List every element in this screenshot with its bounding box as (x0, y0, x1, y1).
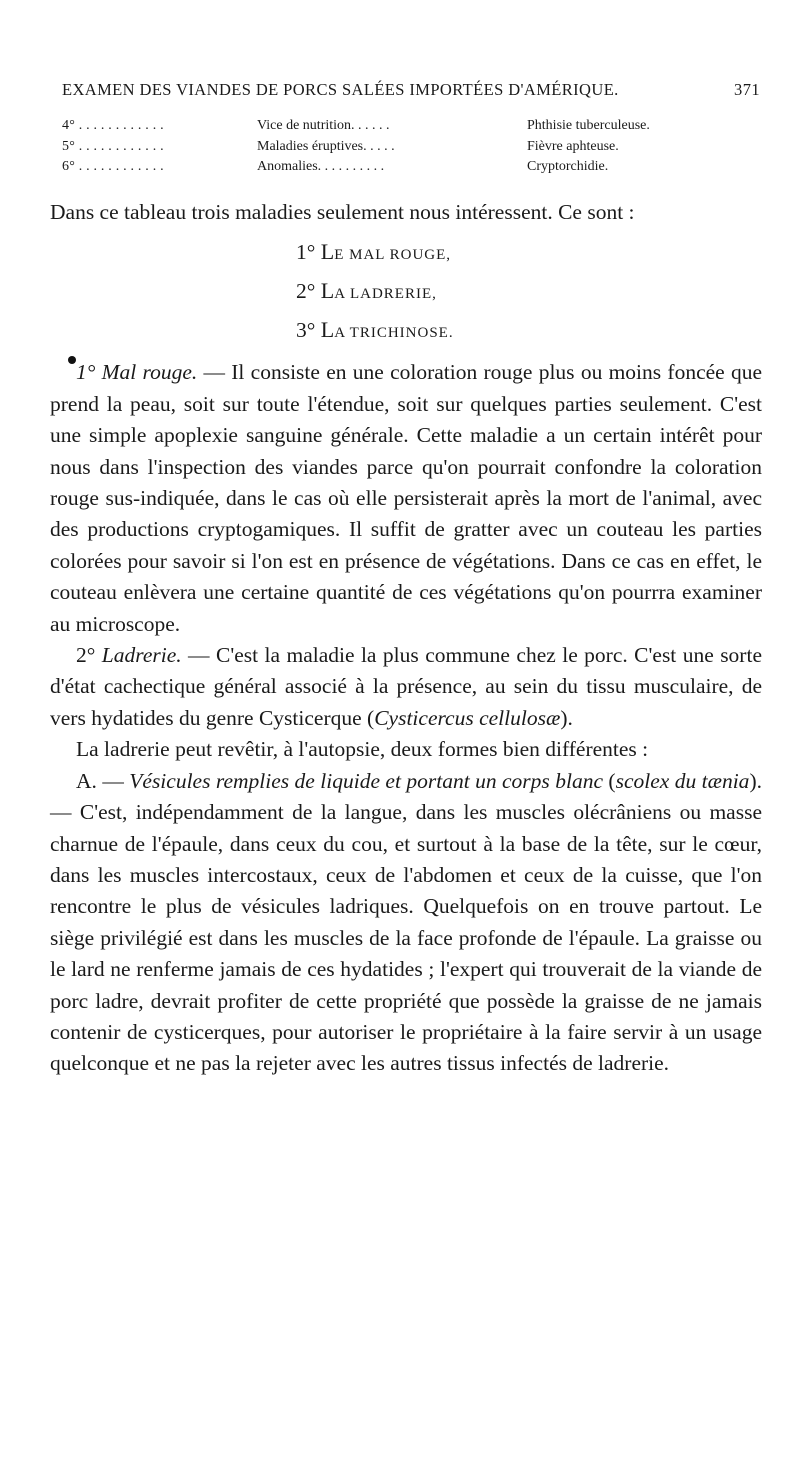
list-item-text: A TRICHINOSE. (334, 325, 454, 342)
section-heading-ladrerie: Ladrerie. (101, 643, 182, 668)
list-item-initial: L (320, 239, 335, 265)
mal-rouge-paragraph (50, 357, 762, 640)
list-item (50, 273, 762, 312)
table-cell-number: 6° . . . . . . . . . . . . (62, 159, 164, 174)
ladrerie-text: — C'est la maladie la plus commune chez le porc. C'est une sorte d'état cachectique général associé à la présence, au sein du tissu musculaire, de vers hydatides du genre Cysticerque ( (50, 643, 762, 730)
disease-list (50, 234, 762, 351)
mal-rouge-text: — Il consiste en une coloration rouge plus ou moins foncée que prend la peau, soit sur toute l'étendue, soit sur quelques parties seulement. C'est une simple apoplexie sanguine générale. Cette maladie a un certain intérêt pour nous dans l'inspection des viandes parce qu'on pourrait confondre la coloration rouge sus-indiquée, dans le cas où elle persisterait après la mort de l'animal, avec des productions cryptogamiques. Il suffit de gratter avec un couteau les parties colorées pour savoir si l'on est en présence de végétations. Dans ce cas en effet, le couteau enlèvera une certaine quantité de ces végétations qu'on pourrra examiner au microscope. (50, 360, 762, 636)
form-a-paragraph (50, 766, 762, 1080)
table-cell-category: Maladies éruptives. . . . . (257, 138, 395, 154)
page-number: 371 (734, 80, 760, 99)
table-cell-category: Vice de nutrition. . . . . . (257, 118, 390, 133)
form-a-title: Vésicules remplies de liquide et portant un corps blanc (129, 768, 603, 793)
ladrerie-close: ). (560, 705, 573, 730)
body-text (50, 197, 762, 1080)
list-item-text: E MAL ROUGE, (334, 247, 452, 264)
list-item-number: 2° (296, 279, 316, 304)
form-a-latin: scolex du tænia (615, 768, 750, 793)
form-a-label: A. — (76, 768, 130, 793)
intro-paragraph: Dans ce tableau trois maladies seulement nous intéressent. Ce sont : (50, 200, 635, 224)
list-item (50, 234, 762, 273)
autopsie-paragraph: La ladrerie peut revêtir, à l'autopsie, deux formes bien différentes : (76, 737, 649, 762)
table-cell-number: 4° . . . . . . . . . . . . (62, 118, 164, 133)
section-number-ladrerie: 2° (76, 643, 102, 668)
classification-table (62, 116, 762, 178)
table-cell-disease: Phthisie tuberculeuse. (527, 118, 650, 133)
form-a-text: ). — C'est, indépendamment de la langue, dans les muscles olécrâniens ou masse charnue de l'épaule, dans ceux du cou, et surtout à la base de la tête, sur le cœur, dans les muscles intercostaux, ceux de l'abdomen et ceux de la cuisse, que l'on rencontre le plus de vésicules ladriques. Quelquefois on en trouve partout. Le siège privilégié est dans les muscles de la face profonde de l'épaule. La graisse ou le lard ne renferme jamais de ces hydatides ; l'expert qui trouverait de la viande de porc ladre, devrait profiter de cette propriété que possède la graisse de ne jamais contenir de cysticerques, pour autoriser le propriétaire à la faire servir à un usage quelconque et ne pas la rejeter avec les autres tissus infectés de ladrerie. (50, 768, 762, 1076)
list-item-number: 3° (296, 318, 316, 343)
table-row (62, 137, 762, 158)
list-item-initial: L (320, 278, 335, 304)
list-item-initial: L (320, 317, 335, 343)
table-row (62, 157, 762, 178)
table-cell-disease: Cryptorchidie. (527, 159, 609, 174)
ladrerie-paragraph (50, 640, 762, 734)
section-heading-mal-rouge: 1° Mal rouge. (76, 360, 198, 385)
running-head (62, 80, 760, 100)
form-a-paren: ( (602, 768, 616, 793)
table-row (62, 116, 762, 137)
latin-name: Cysticercus cellulosæ (374, 705, 561, 730)
list-item-text: A LADRERIE, (334, 286, 437, 303)
table-cell-disease: Fièvre aphteuse. (527, 138, 619, 154)
list-item-number: 1° (296, 240, 316, 265)
table-cell-category: Anomalies. . . . . . . . . . (257, 159, 385, 174)
table-cell-number: 5° . . . . . . . . . . . . (62, 138, 164, 154)
running-head-title: EXAMEN DES VIANDES DE PORCS SALÉES IMPORTÉES D'AMÉRIQUE. (62, 80, 619, 99)
list-item (50, 312, 762, 351)
